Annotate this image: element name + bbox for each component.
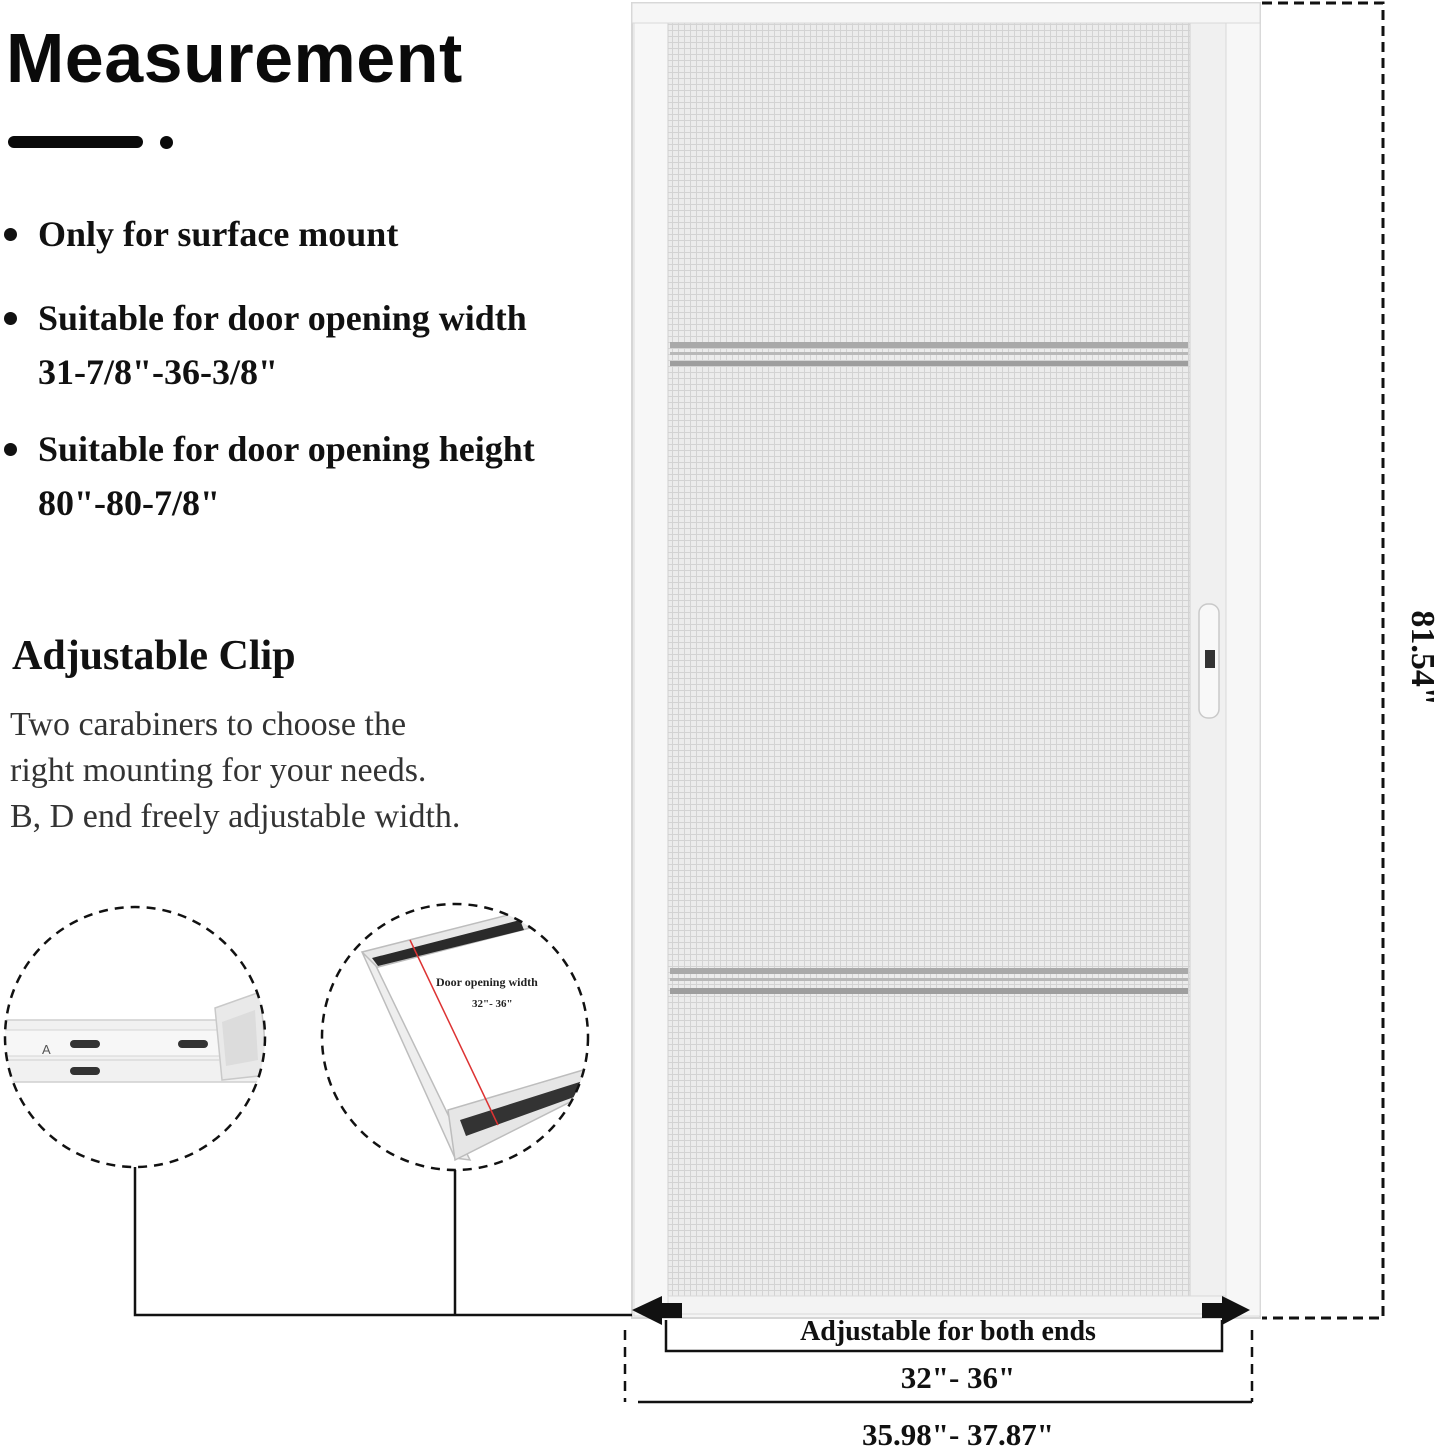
outer-width-label: 35.98"- 37.87" (862, 1417, 1054, 1449)
bullet-height-line1: Suitable for door opening height (38, 429, 535, 469)
clip-desc-line: B, D end freely adjustable width. (10, 798, 461, 835)
detail-connector-lines (135, 1167, 632, 1315)
door-opening-width-label: Door opening width (436, 975, 538, 989)
clip-desc-line: right mounting for your needs. (10, 752, 427, 789)
mesh-panel (668, 22, 1190, 1300)
detail-marker-a: A (42, 1042, 51, 1057)
door-latch (1205, 650, 1215, 668)
adjustable-both-ends-label: Adjustable for both ends (800, 1316, 1096, 1347)
door-opening-width-range: 32"- 36" (472, 998, 513, 1010)
door-right-housing (1226, 3, 1260, 1316)
mesh-band-lower (670, 968, 1188, 994)
detail-circle-left (0, 907, 268, 1167)
page-title: Measurement (6, 19, 463, 97)
height-label: 81.54" (1404, 610, 1441, 706)
bullet-height-line2: 80"-80-7/8" (38, 483, 220, 523)
mesh-band-upper (670, 342, 1188, 366)
door-bottom-rail (668, 1296, 1226, 1314)
detail-circle-right (322, 904, 594, 1170)
screen-door (632, 3, 1260, 1318)
bullet-width-line1: Suitable for door opening width (38, 298, 527, 338)
door-left-rail (634, 3, 670, 1316)
inner-width-label: 32"- 36" (900, 1360, 1016, 1395)
bullet-width-line2: 31-7/8"-36-3/8" (38, 352, 278, 392)
clip-desc-line: Two carabiners to choose the (10, 706, 407, 743)
height-dimension (1262, 3, 1383, 1318)
bullet-surface-mount: Only for surface mount (38, 214, 399, 254)
adjustable-clip-heading: Adjustable Clip (12, 633, 296, 679)
door-top-rail (632, 3, 1260, 23)
